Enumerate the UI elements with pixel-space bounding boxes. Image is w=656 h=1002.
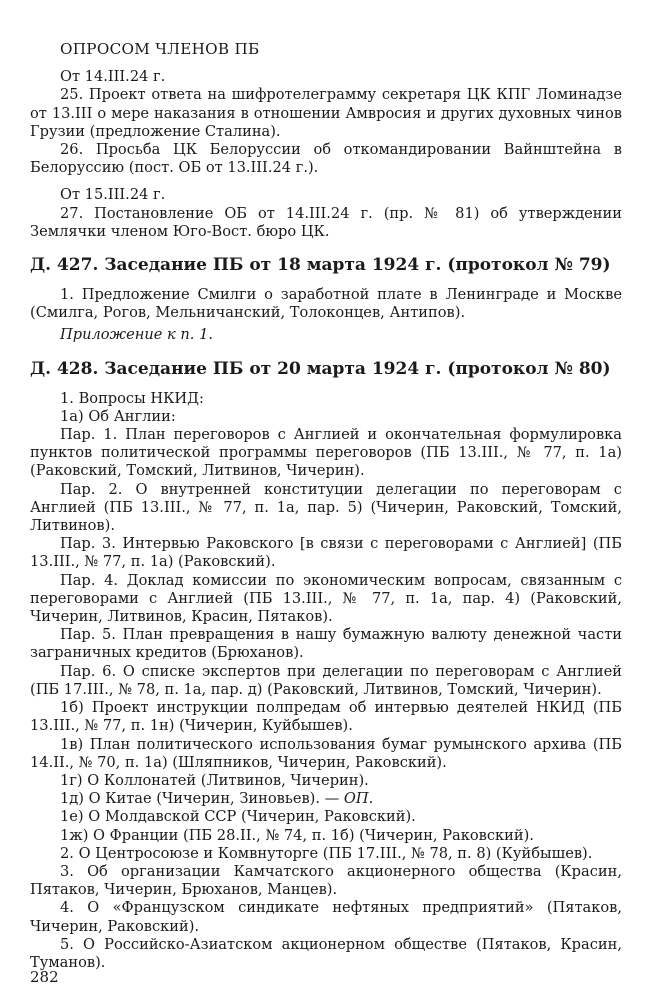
list-item: 1. Предложение Смилги о заработной плате в Ленинграде и Москве (Смилга, Рогов, Мельничанский, Толоконцев, Антипов). (30, 286, 622, 322)
list-item: 1а) Об Англии: (60, 407, 176, 425)
list-item: Пар. 2. О внутренней конституции делегации по переговорам с Англией (ПБ 13.III., № 77, п. 1а, пар. 5) (Чичерин, Раковский, Томский, Литвинов). (30, 480, 622, 535)
list-item: 1г) О Коллонатей (Литвинов, Чичерин). (60, 771, 369, 789)
list-item: Пар. 4. Доклад комиссии по экономическим вопросам, связанным с переговорами с Англией (ПБ 13.III., № 77, п. 1а, пар. 4) (Раковский, Чичерин, Литвинов, Красин, Пятаков). (30, 571, 622, 626)
list-item: 25. Проект ответа на шифротелеграмму секретаря ЦК КПГ Ломинадзе от 13.III о мере наказания в отношении Амвросия и других духовных чинов Грузии (предложение Сталина). (30, 86, 622, 140)
list-item: 1ж) О Франции (ПБ 28.II., № 74, п. 1б) (Чичерин, Раковский). (60, 826, 534, 844)
appendix-note: Приложение к п. 1. (60, 326, 214, 344)
spacer (30, 177, 622, 186)
date-line: От 14.III.24 г. (60, 68, 166, 86)
item-1d-text: 1д) О Китае (Чичерин, Зиновьев). — (60, 790, 340, 808)
date-line: От 15.III.24 г. (60, 186, 166, 204)
page-number: 282 (30, 968, 59, 986)
item-1d-result: ОП. (343, 790, 374, 808)
list-item-1d (30, 790, 622, 808)
list-item: 1е) О Молдавской ССР (Чичерин, Раковский). (60, 808, 416, 826)
list-item: 5. О Российско-Азиатском акционерном обществе (Пятаков, Красин, Туманов). (30, 935, 622, 971)
list-item: 27. Постановление ОБ от 14.III.24 г. (пр. № 81) об утверждении Землячки членом Юго-Вост. бюро ЦК. (30, 204, 622, 240)
section-heading-427: Д. 427. Заседание ПБ от 18 марта 1924 г. (протокол № 79) (30, 255, 611, 276)
list-item: 2. О Центросоюзе и Комвнуторге (ПБ 17.III., № 78, п. 8) (Куйбышев). (60, 844, 593, 862)
list-item: 3. Об организации Камчатского акционерного общества (Красин, Пятаков, Чичерин, Брюханов, Манцев). (30, 862, 622, 899)
list-item: 1в) План политического использования бумаг румынского архива (ПБ 14.II., № 70, п. 1а) (Шляпников, Чичерин, Раковский). (30, 735, 622, 771)
list-item: 1. Вопросы НКИД: (60, 389, 204, 407)
list-item: Пар. 1. План переговоров с Англией и окончательная формулировка пунктов политической программы переговоров (ПБ 13.III., № 77, п. 1а) (Раковский, Томский, Литвинов, Чичерин). (30, 426, 622, 480)
section-heading-428: Д. 428. Заседание ПБ от 20 марта 1924 г. (протокол № 80) (30, 358, 611, 379)
page-content (30, 40, 622, 972)
list-item: Пар. 6. О списке экспертов при делегации по переговорам с Англией (ПБ 17.III., № 78, п. 1а, пар. д) (Раковский, Литвинов, Томский, Чичерин). (30, 662, 622, 698)
list-item: 26. Просьба ЦК Белоруссии об откомандировании Вайнштейна в Белоруссию (пост. ОБ от 13.III.24 г.). (30, 141, 622, 177)
list-item: 4. О «Французском синдикате нефтяных предприятий» (Пятаков, Чичерин, Раковский). (30, 899, 622, 935)
page-title: ОПРОСОМ ЧЛЕНОВ ПБ (60, 40, 260, 58)
list-item: Пар. 5. План превращения в нашу бумажную валюту денежной части заграничных кредитов (Брюханов). (30, 626, 622, 662)
list-item: Пар. 3. Интервью Раковского [в связи с переговорами с Англией] (ПБ 13.III., № 77, п. 1а) (Раковский). (30, 535, 622, 571)
list-item: 1б) Проект инструкции полпредам об интервью деятелей НКИД (ПБ 13.III., № 77, п. 1н) (Чичерин, Куйбышев). (30, 699, 622, 735)
